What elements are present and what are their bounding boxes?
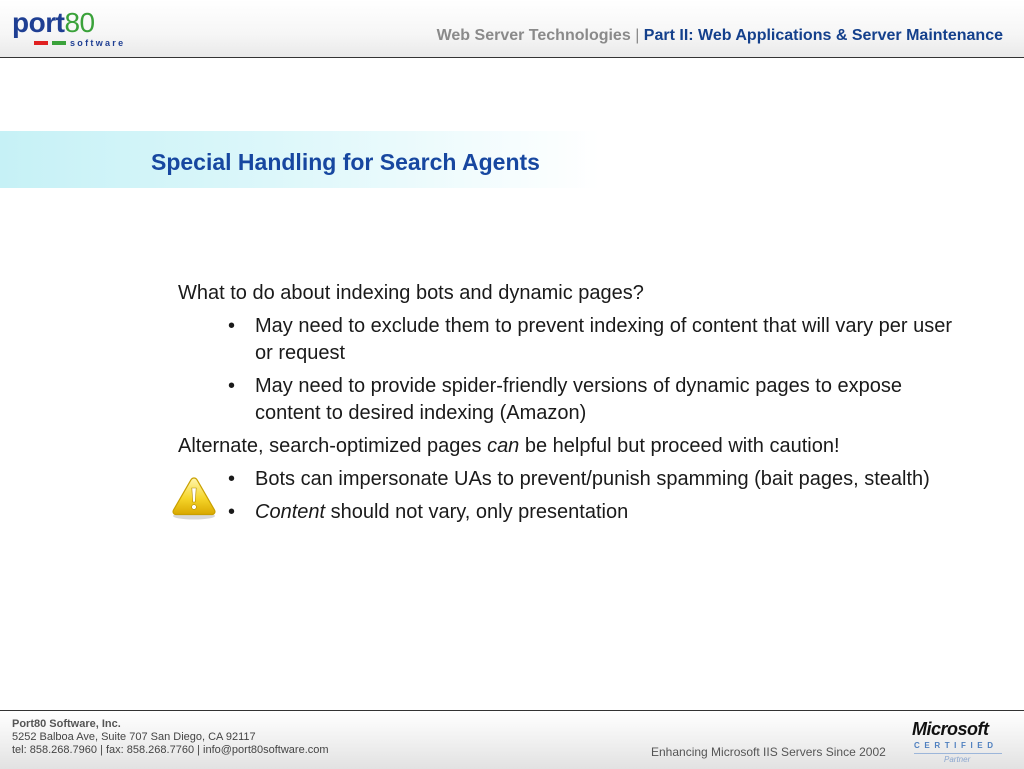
bullet-dot: • [228,315,236,337]
microsoft-certified-logo [912,719,1012,767]
bullet-text: Bots can impersonate UAs to prevent/punish spamming (bait pages, stealth) [255,468,930,490]
header-bar [0,0,1024,58]
part-name: Part II: Web Applications & Server Maintenance [643,27,1003,44]
company-contact: tel: 858.268.7960 | fax: 858.268.7760 | info@port80software.com [12,744,329,756]
list-item [228,466,958,493]
company-info [12,718,329,757]
question-2: Alternate, search-optimized pages can be helpful but proceed with caution! [178,435,840,457]
ms-word: Microsoft [912,719,989,739]
company-name: Port80 Software, Inc. [12,718,121,730]
footer-tagline: Enhancing Microsoft IIS Servers Since 2002 [651,745,886,759]
company-address: 5252 Balboa Ave, Suite 707 San Diego, CA 92117 [12,731,256,743]
logo-word: port [12,7,65,38]
bullet-text: May need to provide spider-friendly versions of dynamic pages to expose content to desired indexing (Amazon) [255,375,903,424]
logo-subtitle: software [70,38,126,48]
emphasis-content: Content [255,501,326,523]
list-item [228,499,958,526]
course-name: Web Server Technologies [436,27,631,44]
bullet-text: May need to exclude them to prevent indexing of content that will vary per user or request [255,315,953,364]
question-1: What to do about indexing bots and dynamic pages? [178,282,644,304]
header-separator: | [635,27,640,44]
list-item [228,373,958,427]
bullet-list-2 [178,466,958,526]
footer-bar [0,710,1024,769]
warning-icon [170,475,218,521]
emphasis-can: can [487,435,520,457]
header-title [437,27,1003,45]
slide-title: Special Handling for Search Agents [151,149,540,175]
slide-content [178,280,958,532]
ms-divider [914,753,1002,754]
bullet-dot: • [228,501,236,523]
ms-partner: Partner [944,755,971,764]
logo-number: 80 [64,7,95,38]
bullet-text: Content should not vary, only presentation [255,501,629,523]
logo-red-bar [34,41,48,45]
port80-logo [12,8,137,50]
bullet-dot: • [228,468,236,490]
list-item [228,313,958,367]
bullet-dot: • [228,375,236,397]
bullet-list-1 [178,313,958,427]
ms-certified: CERTIFIED [914,741,998,750]
logo-green-bar [52,41,66,45]
